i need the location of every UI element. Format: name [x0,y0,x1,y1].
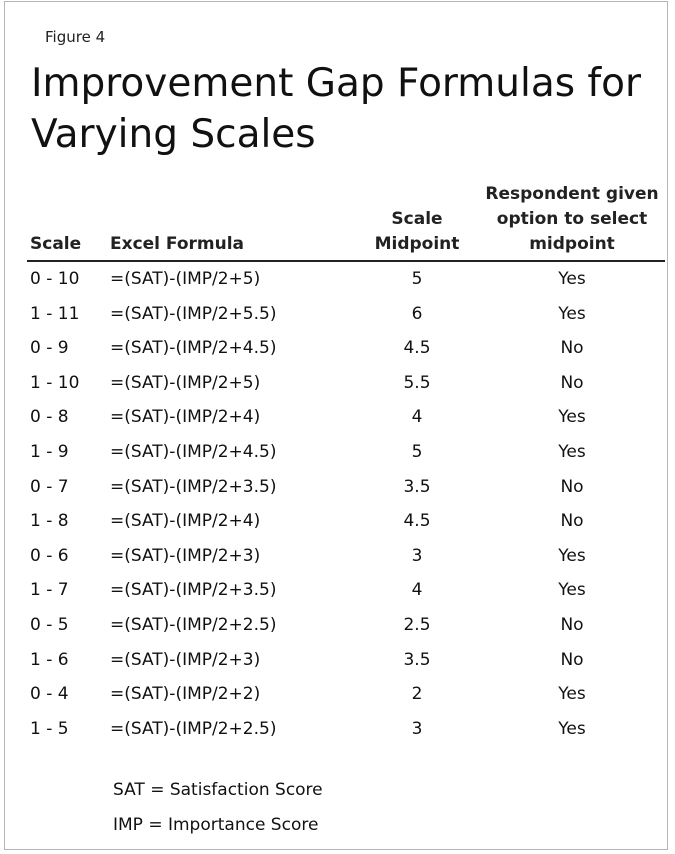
cell-scale: 1 - 6 [30,649,69,670]
cell-midpoint: 3.5 [403,476,431,497]
table-row [27,504,665,539]
cell-respondent: No [560,338,584,359]
table-row [27,643,665,678]
cell-formula: =(SAT)-(IMP/2+3.5) [110,580,277,601]
table-row [27,366,665,401]
cell-formula: =(SAT)-(IMP/2+2) [110,684,261,705]
header-midpoint-line-1: Scale [391,209,443,229]
cell-midpoint: 5.5 [403,372,431,393]
cell-formula: =(SAT)-(IMP/2+4) [110,511,261,532]
cell-respondent: Yes [558,684,586,705]
cell-midpoint: 4.5 [403,511,431,532]
cell-respondent: No [560,649,584,670]
cell-respondent: Yes [558,580,586,601]
cell-respondent: Yes [558,718,586,739]
table-row [27,297,665,332]
page-title [31,58,651,160]
cell-scale: 1 - 8 [30,511,69,532]
cell-scale: 0 - 6 [30,545,69,566]
cell-respondent: Yes [558,407,586,428]
table-row [27,608,665,643]
cell-formula: =(SAT)-(IMP/2+5) [110,372,261,393]
cell-midpoint: 4 [411,580,423,601]
cell-scale: 1 - 10 [30,372,80,393]
cell-midpoint: 4.5 [403,338,431,359]
header-scale: Scale [30,234,82,254]
cell-midpoint: 3 [411,545,423,566]
header-midpoint-line-2: Midpoint [374,234,460,254]
cell-respondent: No [560,476,584,497]
header-respondent-line-1: Respondent given [485,184,659,204]
table-row [27,539,665,574]
figure-label: Figure 4 [45,28,106,46]
cell-midpoint: 3.5 [403,649,431,670]
cell-formula: =(SAT)-(IMP/2+3.5) [110,476,277,497]
cell-respondent: Yes [558,545,586,566]
cell-formula: =(SAT)-(IMP/2+2.5) [110,718,277,739]
note-sat: SAT = Satisfaction Score [113,780,323,800]
cell-scale: 0 - 9 [30,338,69,359]
cell-midpoint: 6 [411,303,423,324]
cell-scale: 0 - 5 [30,614,69,635]
cell-respondent: Yes [558,269,586,289]
cell-formula: =(SAT)-(IMP/2+3) [110,545,261,566]
cell-scale: 1 - 9 [30,441,69,462]
title-line-1: Improvement Gap Formulas for [31,61,642,106]
cell-scale: 0 - 4 [30,684,69,705]
legend-notes [113,773,323,843]
table-header [27,182,665,262]
note-imp: IMP = Importance Score [113,815,319,835]
header-respondent-line-2: option to select [496,209,648,229]
header-excel-formula: Excel Formula [110,234,245,254]
cell-formula: =(SAT)-(IMP/2+5) [110,269,261,289]
table-row [27,677,665,712]
formula-table [27,182,665,746]
table-row [27,262,665,297]
cell-respondent: No [560,372,584,393]
table-body [27,262,665,746]
header-scale-midpoint [367,207,467,257]
cell-scale: 0 - 8 [30,407,69,428]
cell-respondent: Yes [558,441,586,462]
cell-midpoint: 2 [411,684,423,705]
cell-respondent: No [560,614,584,635]
cell-formula: =(SAT)-(IMP/2+3) [110,649,261,670]
cell-midpoint: 3 [411,718,423,739]
cell-midpoint: 4 [411,407,423,428]
cell-midpoint: 2.5 [403,614,431,635]
cell-formula: =(SAT)-(IMP/2+4) [110,407,261,428]
cell-scale: 1 - 7 [30,580,69,601]
table-row [27,470,665,505]
header-respondent-option [477,182,667,257]
cell-respondent: Yes [558,303,586,324]
title-line-2: Varying Scales [31,112,316,157]
cell-midpoint: 5 [411,269,423,289]
table-row [27,331,665,366]
cell-formula: =(SAT)-(IMP/2+4.5) [110,338,277,359]
cell-scale: 0 - 10 [30,269,80,289]
cell-midpoint: 5 [411,441,423,462]
cell-formula: =(SAT)-(IMP/2+5.5) [110,303,277,324]
figure-panel [4,1,668,850]
cell-scale: 1 - 5 [30,718,69,739]
header-respondent-line-3: midpoint [529,234,615,254]
table-row [27,573,665,608]
cell-formula: =(SAT)-(IMP/2+4.5) [110,441,277,462]
table-row [27,400,665,435]
cell-scale: 0 - 7 [30,476,69,497]
cell-formula: =(SAT)-(IMP/2+2.5) [110,614,277,635]
table-row [27,435,665,470]
table-row [27,712,665,747]
cell-scale: 1 - 11 [30,303,80,324]
cell-respondent: No [560,511,584,532]
